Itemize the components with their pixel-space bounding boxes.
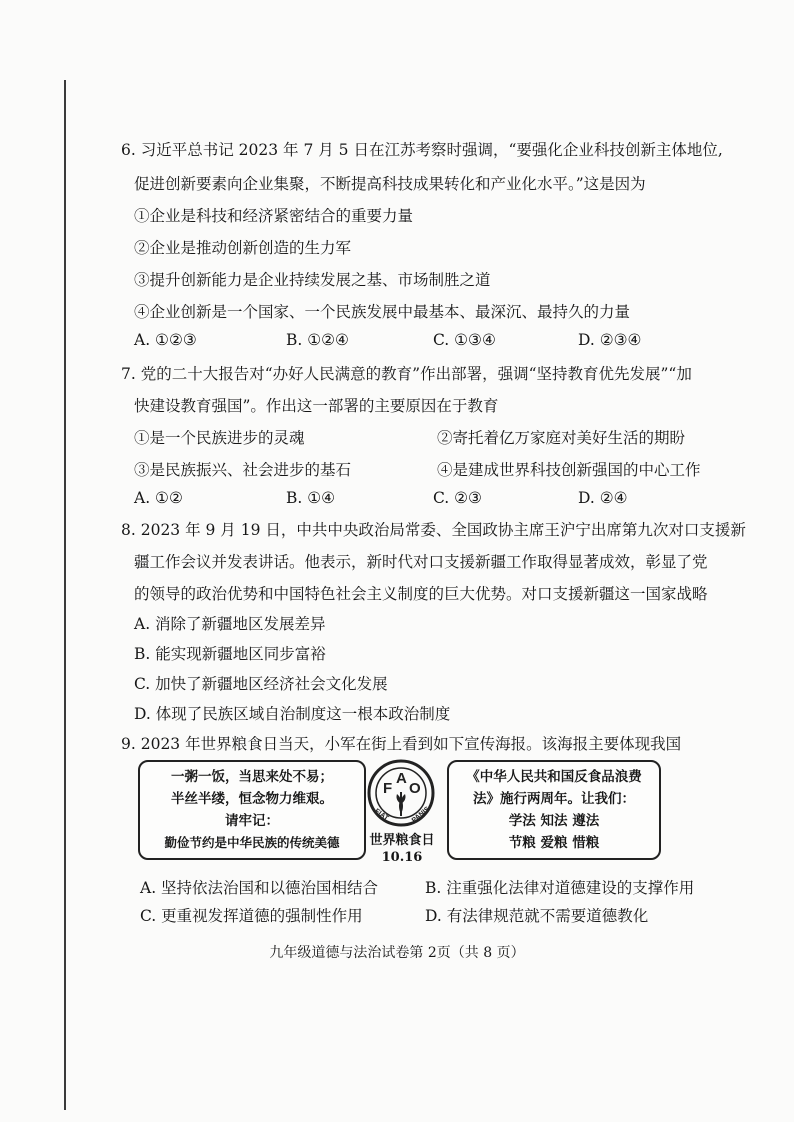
poster-left-line-2: 半丝半缕，恒念物力维艰。: [171, 791, 333, 807]
question-9-stem-line-1: 9. 2023 年世界粮食日当天，小军在街上看到如下宣传海报。该海报主要体现我国: [121, 735, 682, 753]
question-6-option-b: B. ①②④: [286, 331, 349, 349]
fao-logo-icon: [366, 758, 436, 828]
question-6-stem-line-2: 促进创新要素向企业集聚，不断提高科技成果转化和产业化水平。”这是因为: [134, 175, 646, 193]
poster-right-line-4: 节粮 爱粮 惜粮: [508, 835, 600, 851]
poster-left-line-4: 勤俭节约是中华民族的传统美德: [164, 835, 340, 850]
question-6-option-a: A. ①②③: [134, 331, 197, 349]
question-6-item-2: ②企业是推动创新创造的生力军: [134, 239, 352, 257]
fao-letter-o: O: [409, 780, 421, 797]
question-8-stem-line-2: 疆工作会议并发表讲话。他表示，新时代对口支援新疆工作取得显著成效，彰显了党: [134, 553, 708, 571]
poster-right-line-2: 法》施行两周年。让我们：: [473, 791, 635, 807]
fao-caption-title: 世界粮食日: [369, 833, 435, 848]
question-7-item-2: ②寄托着亿万家庭对美好生活的期盼: [437, 429, 686, 447]
poster-right-line-3: 学法 知法 遵法: [508, 813, 600, 829]
question-6-item-3: ③提升创新能力是企业持续发展之基、市场制胜之道: [134, 271, 491, 289]
question-7-item-1: ①是一个民族进步的灵魂: [134, 429, 305, 447]
question-6-option-d: D. ②③④: [578, 331, 642, 349]
question-7-option-b: B. ①④: [286, 489, 336, 507]
fao-letter-a: A: [396, 770, 407, 787]
question-8-option-c: C. 加快了新疆地区经济社会文化发展: [134, 675, 388, 693]
question-8-stem-line-3: 的领导的政治优势和中国特色社会主义制度的巨大优势。对口支援新疆这一国家战略: [134, 585, 708, 603]
poster-left-line-3: 请牢记：: [225, 813, 279, 829]
page-footer: 九年级道德与法治试卷第 2页（共 8 页）: [269, 945, 525, 961]
question-7-item-4: ④是建成世界科技创新强国的中心工作: [437, 461, 701, 479]
question-6-item-1: ①企业是科技和经济紧密结合的重要力量: [134, 207, 414, 225]
question-7-item-3: ③是民族振兴、社会进步的基石: [134, 461, 352, 479]
fao-caption-date: 10.16: [381, 850, 423, 865]
question-9-option-b: B. 注重强化法律对道德建设的支撑作用: [425, 879, 695, 897]
fao-ring-text-right: PANIS: [410, 805, 432, 825]
poster-right-line-1: 《中华人民共和国反食品浪费: [466, 769, 642, 785]
question-9-option-a: A. 坚持依法治国和以德治国相结合: [140, 879, 379, 897]
question-8-option-d: D. 体现了民族区域自治制度这一根本政治制度: [134, 705, 451, 723]
fao-ring-text-left: FIAT: [373, 807, 390, 823]
poster-left-line-1: 一粥一饭，当思来处不易；: [171, 769, 333, 785]
fao-emblem: [366, 758, 436, 828]
question-6-option-c: C. ①③④: [433, 331, 496, 349]
question-7-stem-line-2: 快建设教育强国”。作出这一部署的主要原因在于教育: [134, 397, 499, 415]
question-7-option-d: D. ②④: [578, 489, 628, 507]
question-7-stem-line-1: 7. 党的二十大报告对“办好人民满意的教育”作出部署，强调“坚持教育优先发展”“加: [121, 365, 692, 383]
question-7-option-a: A. ①②: [134, 489, 183, 507]
question-8-stem-line-1: 8. 2023 年 9 月 19 日，中共中央政治局常委、全国政协主席王沪宁出席第九次对口支援新: [121, 521, 746, 539]
question-8-option-a: A. 消除了新疆地区发展差异: [134, 615, 326, 633]
question-9-option-c: C. 更重视发挥道德的强制性作用: [140, 907, 363, 925]
question-7-option-c: C. ②③: [433, 489, 482, 507]
question-6-item-4: ④企业创新是一个国家、一个民族发展中最基本、最深沉、最持久的力量: [134, 303, 631, 321]
question-9-option-d: D. 有法律规范就不需要道德教化: [425, 907, 649, 925]
fao-letter-f: F: [383, 780, 393, 797]
poster-left-panel: [138, 760, 366, 860]
question-6-stem-line-1: 6. 习近平总书记 2023 年 7 月 5 日在江苏考察时强调，“要强化企业科技创新主体地位,: [121, 141, 723, 159]
question-8-option-b: B. 能实现新疆地区同步富裕: [134, 645, 326, 663]
poster-right-panel: [447, 760, 661, 860]
